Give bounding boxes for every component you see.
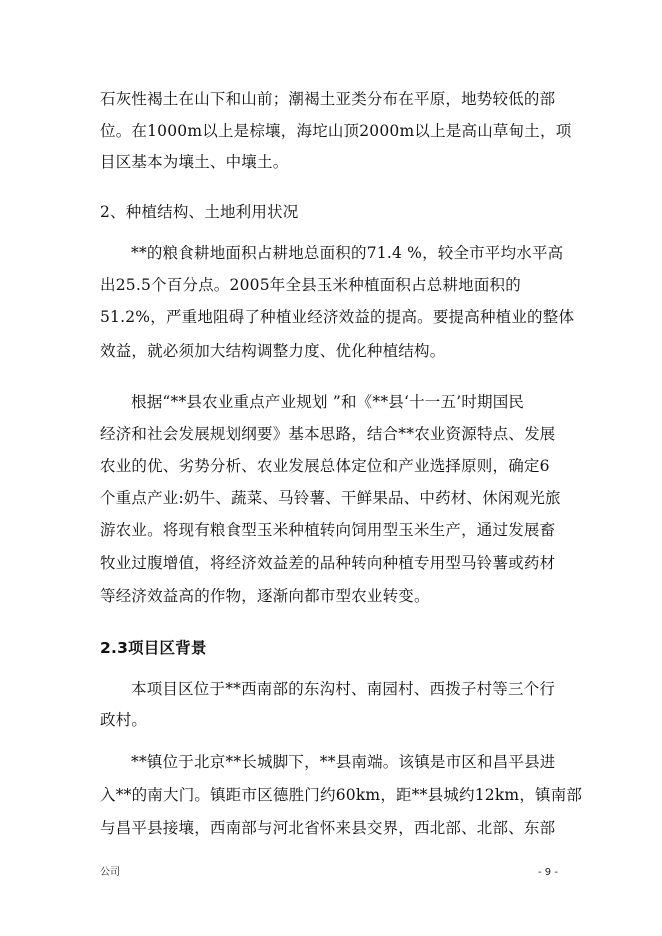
text-line: 个重点产业:奶牛、蔬菜、马铃薯、干鲜果品、中药材、休闲观光旅 [100,489,561,507]
text-line: 农业的优、劣势分析、农业发展总体定位和产业选择原则，确定6 [100,457,550,475]
section-heading: 2、种植结构、土地利用状况 [100,203,299,221]
text-line: 目区基本为壤土、中壤土。 [100,153,289,171]
text-line: **镇位于北京**长城脚下，**县南端。该镇是市区和昌平县进 [131,753,556,771]
text-line: 本项目区位于**西南部的东沟村、南园村、西拨子村等三个行 [131,680,556,698]
text-line: 出25.5个百分点。2005年全县玉米种植面积占总耕地面积的 [100,276,521,294]
text-line: 51.2%，严重地阻碍了种植业经济效益的提高。要提高种植业的整体 [100,308,575,326]
footer-company: 公司 [100,867,120,878]
text-line: 石灰性褐土在山下和山前；潮褐土亚类分布在平原，地势较低的部 [100,90,556,108]
page-number: - 9 - [538,867,558,878]
text-line: **的粮食耕地面积占耕地总面积的71.4 %，较全市平均水平高 [131,244,564,262]
text-line: 入**的南大门。镇距市区德胜门约60km，距**县城约12km，镇南部 [100,786,583,804]
text-line: 政村。 [100,711,148,729]
text-line: 牧业过腹增值，将经济效益差的品种转向种植专用型马铃薯或药材 [100,554,556,572]
text-line: 效益，就必须加大结构调整力度、优化种植结构。 [100,342,446,360]
section-heading-bold: 2.3项目区背景 [100,639,207,657]
text-line: 与昌平县接壤，西南部与河北省怀来县交界，西北部、北部、东部 [100,819,556,837]
text-line: 游农业。将现有粮食型玉米种植转向饲用型玉米生产，通过发展畜 [100,521,556,539]
text-line: 位。在1000m以上是棕壤，海坨山顶2000m以上是高山草甸土，项 [100,122,572,140]
text-line: 经济和社会发展规划纲要》基本思路，结合**农业资源特点、发展 [100,425,556,443]
text-line: 等经济效益高的作物，逐渐向都市型农业转变。 [100,587,430,605]
text-line: 根据“**县农业重点产业规划 ”和《**县‘十一五’时期国民 [131,393,525,411]
